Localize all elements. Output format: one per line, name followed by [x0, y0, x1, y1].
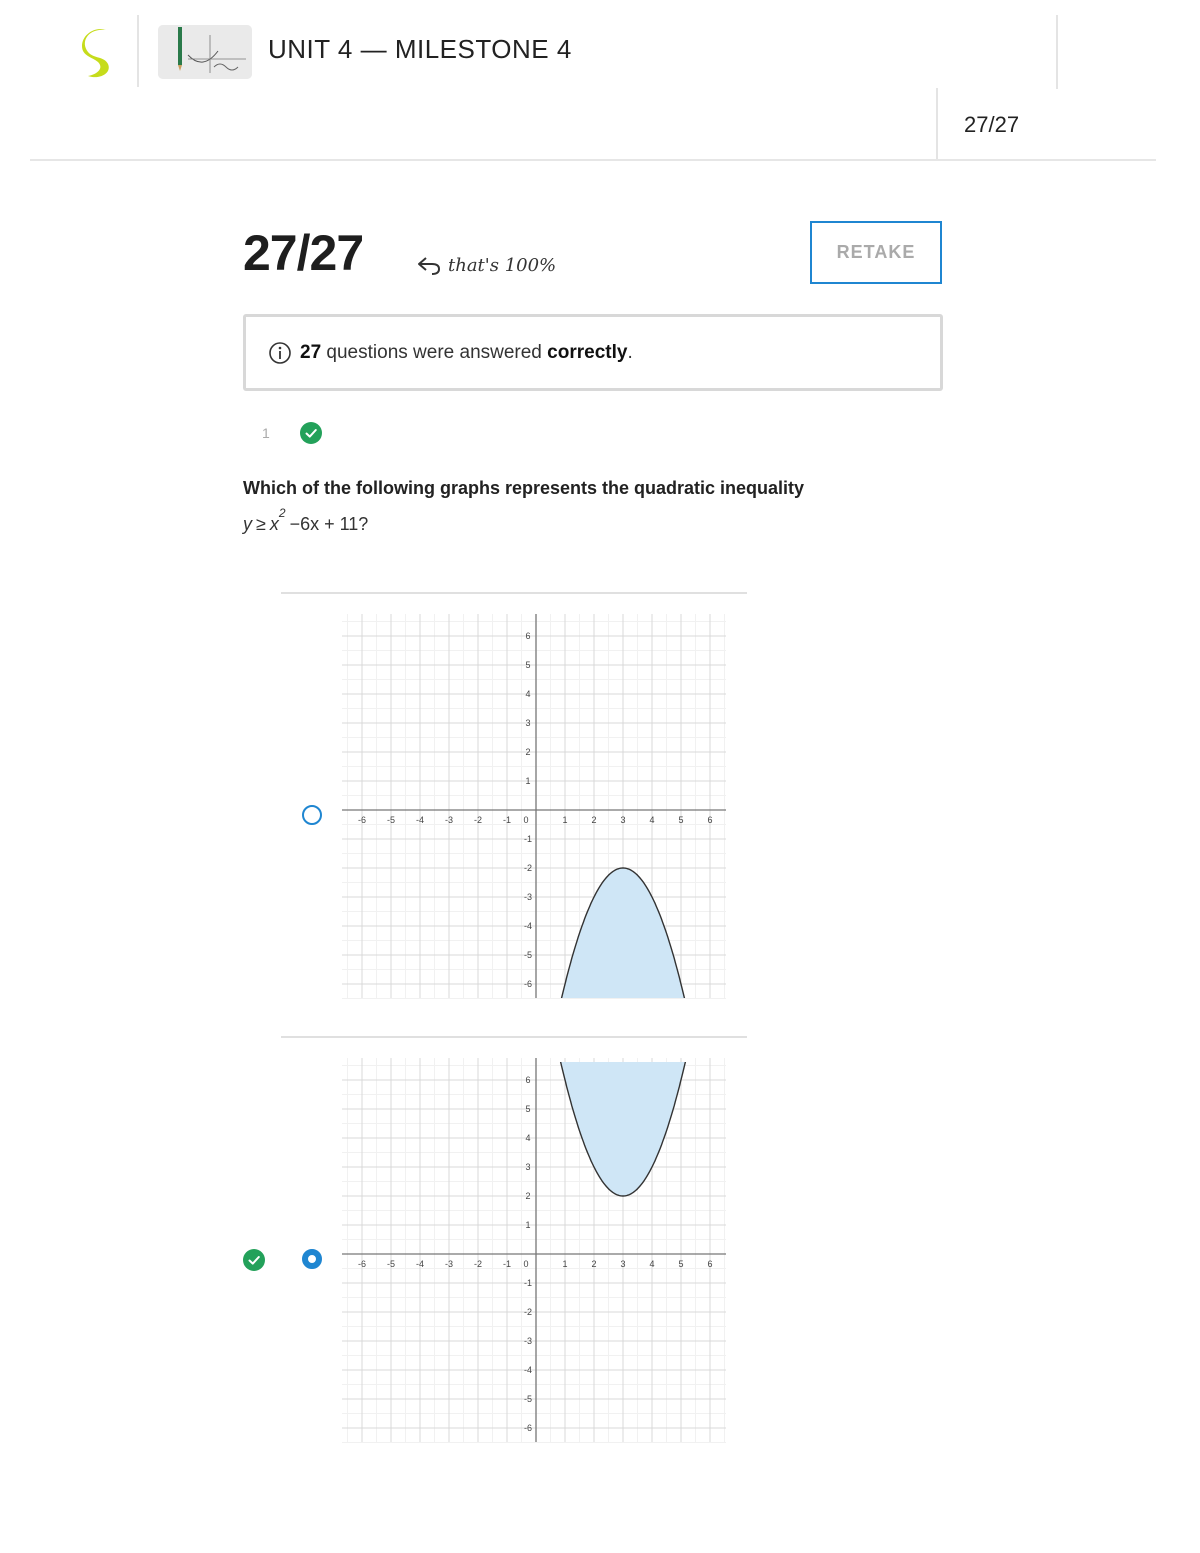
x-tick-label: 5	[678, 815, 684, 825]
y-tick-label: -4	[523, 921, 533, 931]
y-tick-label: -5	[523, 950, 533, 960]
retake-button[interactable]: RETAKE	[810, 221, 942, 284]
question-text: Which of the following graphs represents the quadratic inequality	[243, 478, 805, 498]
info-middle: questions were answered	[326, 341, 542, 363]
formula-x	[269, 506, 286, 535]
x-tick-label: -5	[386, 815, 396, 825]
formula-exponent: 2	[278, 506, 286, 520]
x-tick-label: -6	[357, 815, 367, 825]
y-tick-label: 1	[525, 776, 531, 786]
x-tick-label: 1	[562, 815, 568, 825]
option-b-correct-icon	[243, 1249, 265, 1271]
x-tick-label: -2	[473, 1259, 483, 1269]
x-tick-label: 0	[523, 815, 529, 825]
y-tick-label: 1	[525, 1220, 531, 1230]
x-tick-label: 4	[649, 815, 655, 825]
percent-note-text: that's 100%	[448, 254, 557, 276]
question-correct-icon	[300, 422, 322, 444]
formula-y: y	[243, 514, 252, 534]
header-rule	[30, 159, 1156, 161]
x-tick-label: 0	[523, 1259, 529, 1269]
result-info-box	[243, 314, 943, 391]
x-tick-label: 3	[620, 1259, 626, 1269]
option-separator	[281, 1036, 747, 1038]
formula-rest: −6x + 11?	[289, 514, 369, 534]
option-a-graph[interactable]	[330, 608, 730, 1008]
x-tick-label: -5	[386, 1259, 396, 1269]
x-tick-label: -6	[357, 1259, 367, 1269]
y-tick-label: -3	[523, 1336, 533, 1346]
header-divider	[137, 15, 139, 87]
x-tick-label: 1	[562, 1259, 568, 1269]
y-tick-label: 5	[525, 660, 531, 670]
question-number: 1	[262, 425, 270, 441]
percent-note	[416, 250, 556, 280]
y-tick-label: -4	[523, 1365, 533, 1375]
y-tick-label: -1	[523, 1278, 533, 1288]
question-formula	[243, 506, 369, 535]
y-tick-label: -2	[523, 1307, 533, 1317]
info-icon	[268, 341, 292, 365]
option-b-radio[interactable]	[302, 1249, 322, 1269]
x-tick-label: 6	[707, 815, 713, 825]
score-divider	[936, 88, 938, 160]
x-tick-label: 2	[591, 815, 597, 825]
y-tick-label: -2	[523, 863, 533, 873]
y-tick-label: 4	[525, 689, 531, 699]
x-tick-label: 4	[649, 1259, 655, 1269]
x-tick-label: -2	[473, 815, 483, 825]
header-score: 27/27	[964, 112, 1020, 137]
x-tick-label: -1	[502, 815, 512, 825]
x-tick-label: 6	[707, 1259, 713, 1269]
formula-op: ≥	[256, 514, 266, 534]
y-tick-label: -6	[523, 1423, 533, 1433]
x-tick-label: -3	[444, 815, 454, 825]
y-tick-label: 5	[525, 1104, 531, 1114]
info-end: .	[627, 341, 633, 363]
formula-x-var: x	[269, 514, 279, 534]
x-tick-label: 3	[620, 815, 626, 825]
y-tick-label: 6	[525, 631, 531, 641]
x-tick-label: -1	[502, 1259, 512, 1269]
unit-thumbnail	[158, 25, 252, 79]
y-tick-label: 6	[525, 1075, 531, 1085]
y-tick-label: 3	[525, 718, 531, 728]
y-tick-label: 2	[525, 1191, 531, 1201]
y-tick-label: -3	[523, 892, 533, 902]
y-tick-label: 3	[525, 1162, 531, 1172]
option-a-radio[interactable]	[302, 805, 322, 825]
y-tick-label: -5	[523, 1394, 533, 1404]
x-tick-label: 2	[591, 1259, 597, 1269]
x-tick-label: -3	[444, 1259, 454, 1269]
y-tick-label: 4	[525, 1133, 531, 1143]
y-tick-label: -6	[523, 979, 533, 989]
y-tick-label: 2	[525, 747, 531, 757]
x-tick-label: -4	[415, 815, 425, 825]
unit-title: UNIT 4 — MILESTONE 4	[268, 34, 572, 64]
x-tick-label: -4	[415, 1259, 425, 1269]
header-divider-right	[1056, 15, 1058, 89]
curved-arrow-icon	[416, 254, 442, 276]
x-tick-label: 5	[678, 1259, 684, 1269]
info-count: 27	[300, 341, 322, 363]
sophia-logo-icon[interactable]	[74, 26, 122, 80]
result-score: 27/27	[243, 225, 364, 281]
option-b-graph[interactable]	[330, 1052, 730, 1452]
info-bold: correctly	[547, 341, 628, 363]
shaded-region	[546, 868, 699, 1008]
y-tick-label: -1	[523, 834, 533, 844]
option-separator	[281, 592, 747, 594]
